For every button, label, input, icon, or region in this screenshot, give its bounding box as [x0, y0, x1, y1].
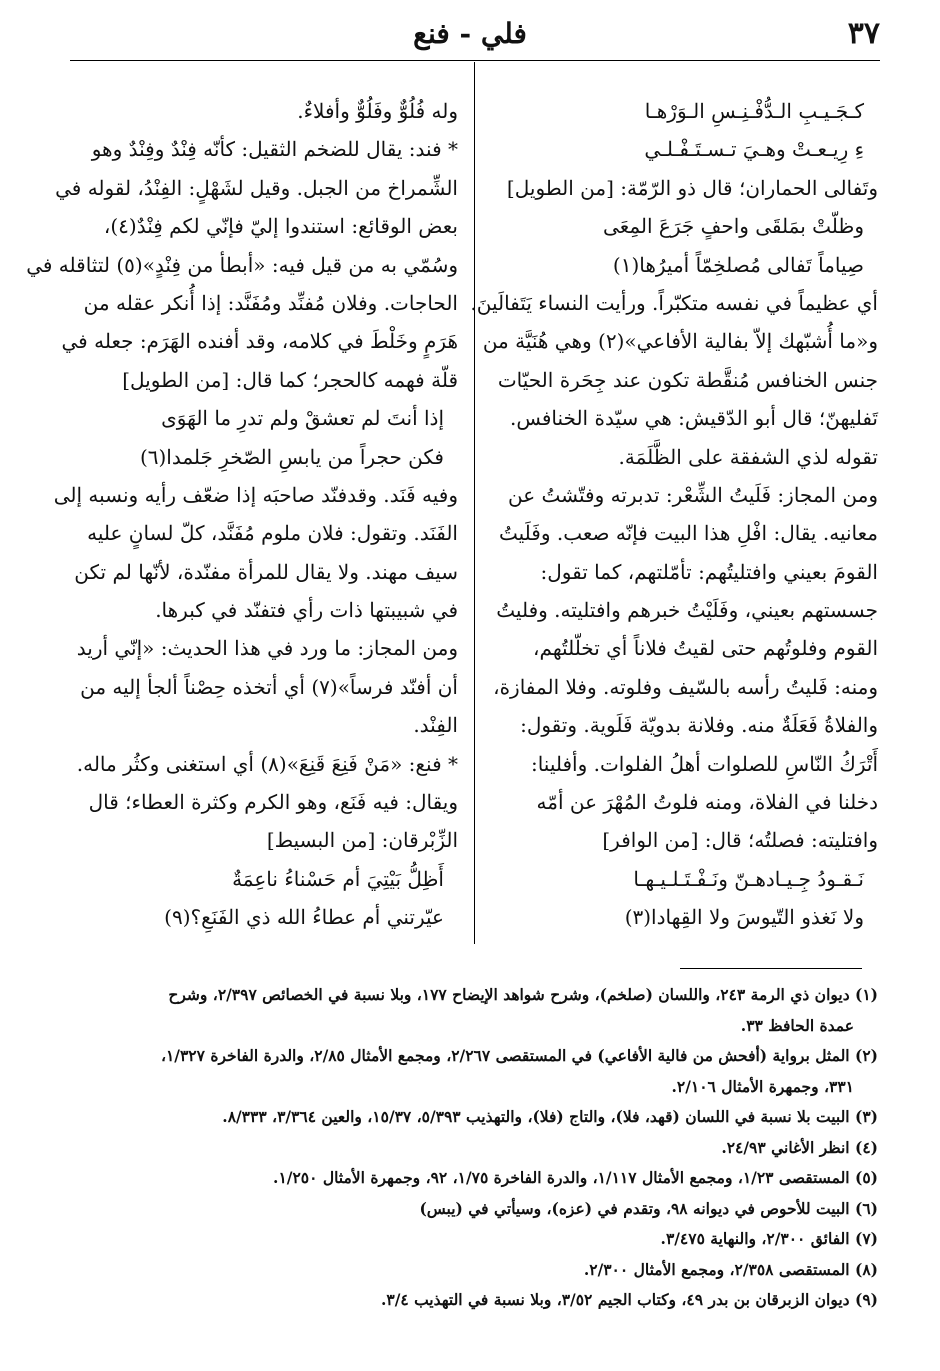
- running-title: فلي - فنع: [413, 17, 527, 50]
- text-line: الشِّمراخ من الجبل. وقيل لشَهْلٍ: الفِنْدُ، لقوله في: [55, 175, 458, 200]
- text-line: الحاجات. وفلان مُفنِّد ومُفَنَّد: إذا أُنكر عقله من: [83, 290, 458, 315]
- verse-line: فكن حجراً من يابسِ الصّخرِ جَلمدا(٦): [139, 444, 444, 469]
- right-column: [470, 92, 878, 937]
- text-line: وافتليته: فصلتُه؛ قال: [من الوافر]: [602, 828, 878, 853]
- footnote: (٣) البيت بلا نسبة في اللسان (قهد، فلا)، والتاج (فلا)، والتهذيب ٥/٣٩٣، ١٥/٣٧، والعين ٣/٣٦٤، ٨/٣٣٣.: [222, 1107, 878, 1126]
- verse-line: نَـقـودُ جِـيـادهـنّ ونَـفْـتَـلـيـهـا: [633, 866, 864, 891]
- footnotes: [72, 980, 878, 1316]
- footnote-rule: [680, 968, 862, 969]
- text-line: القوم وفلوتُهم حتى لقيتُ فلاناً أي تخلّلتُهم،: [533, 636, 878, 661]
- text-line: هَرَمٍ وخَلْطَ في كلامه، وقد أفنده الهَرَم: جعله في: [61, 329, 458, 354]
- text-line: وفيه فَنَد. وقدفنّد صاحبَه إذا ضعّف رأيه ونسبه إلى: [53, 482, 458, 507]
- text-line: وسُمّي به من قيل فيه: «أبطأ من فِنْدٍ»(٥) لتثاقله في: [26, 252, 458, 277]
- text-line: ومنه: فَليتُ رأسه بالسّيف وفلوته. وفلا المفازة،: [493, 674, 878, 699]
- page-number: ٣٧: [847, 16, 880, 51]
- footnote: (٤) انظر الأغاني ٢٤/٩٣.: [721, 1137, 878, 1157]
- text-line: أَتْرَكُ النّاسِ للصلوات أهلُ الفلوات. وأفلينا:: [530, 751, 878, 776]
- text-line: سيف مهند. ولا يقال للمرأة مفنّدة، لأنّها لم تكن: [74, 559, 458, 584]
- text-line: تَفليهنّ؛ قال أبو الدّقيش: هي سيّدة الخنافس.: [510, 406, 878, 431]
- verse-line: كـجَـيـبِ الـدُّفْـنِـسِ الـوَرْهـا: [644, 99, 864, 123]
- text-line: قلّة فهمه كالحجر؛ كما قال: [من الطويل]: [122, 367, 458, 392]
- text-line: أن أفنّد فرساً»(٧) أي أتخذه حِصْناً ألجأ إليه من: [80, 674, 458, 699]
- text-line: أي عظيماً في نفسه متكبّراً. ورأيت النساء يَتَفالَينَ.: [470, 290, 878, 315]
- entry-line: * فنع: «مَنْ فَنِعَ قَنِعَ»(٨) أي استغنى وكثُر ماله.: [76, 751, 458, 776]
- verse-line: أَظِلُّ بَيْتِيَ أم حَسْناءُ ناعِمَةٌ: [232, 866, 444, 891]
- footnote: (٦) البيت للأحوص في ديوانه ٩٨، وتقدم في (عزه)، وسيأتي في (يبس): [419, 1198, 878, 1218]
- footnote: (٥) المستقصى ١/٢٣، ومجمع الأمثال ١/١١٧، والدرة الفاخرة ١/٧٥، ٩٢، وجمهرة الأمثال ١/٢٥٠.: [273, 1168, 878, 1187]
- header-rule: [70, 60, 880, 61]
- text-line: والفلاةُ فَعَلَةٌ منه. وفلانة بدويّة فَلَوية. وتقول:: [520, 713, 878, 738]
- verse-line: ولا نَغذو التّيوسَ ولا القِهادا(٣): [624, 905, 864, 930]
- footnote: (٨) المستقصى ٢/٣٥٨، ومجمع الأمثال ٢/٣٠٠.: [583, 1259, 878, 1279]
- page-header: [60, 14, 880, 60]
- text-line: ومن المجاز: ما ورد في هذا الحديث: «إنّي أريد: [76, 636, 458, 661]
- verse-line: إذا أنتَ لم تعشقْ ولم تدرِ ما الهَوَى: [161, 406, 444, 431]
- verse-line: ءِ رِيـعـتْ وهـيَ تـسـتَـفْـلـي: [644, 137, 864, 162]
- column-divider: [474, 62, 475, 944]
- verse-line: عيّرتني أم عطاءُ الله ذي الفَنَعِ؟(٩): [164, 905, 444, 930]
- footnote-continuation: ٣٣١، وجمهرة الأمثال ٢/١٠٦.: [671, 1076, 854, 1096]
- left-column: [26, 92, 458, 937]
- text-line: وتَفالى الحماران؛ قال ذو الرّمّة: [من الطويل]: [506, 175, 878, 200]
- text-line: الفِنْد.: [413, 713, 458, 738]
- text-line: دخلنا في الفلاة، ومنه فلوتُ المُهْرَ عن أمّه: [536, 790, 878, 815]
- text-line: ومن المجاز: فَلَيتُ الشِّعْر: تدبرته وفتّشتُ عن: [508, 482, 878, 507]
- footnote: (٧) الفائق ٢/٣٠٠، والنهاية ٣/٤٧٥.: [660, 1229, 878, 1248]
- text-line: جنس الخنافس مُنقَّطة تكون عند جِحَرة الحيّات: [497, 367, 878, 392]
- entry-line: * فند: يقال للضخم الثقيل: كأنّه فِنْدٌ وفِنْدٌ وهو: [91, 137, 458, 162]
- text-line: في شبيبتها ذات رأي فتفنّد في كبرها.: [155, 598, 458, 623]
- text-line: ويقال: فيه فَنَع، وهو الكرم وكثرة العطاء؛ قال: [88, 790, 458, 815]
- verse-line: وظلّتْ بمَلقَى واحفٍ جَرَعَ المِعَى: [603, 214, 864, 239]
- footnote: (١) ديوان ذي الرمة ٢٤٣، واللسان (صلخم)، وشرح شواهد الإيضاح ١٧٧، وبلا نسبة في الخصائص ٢/٣٩٧، وشرح: [168, 985, 878, 1004]
- verse-line: صِياماً تَفالى مُصلخِمّاً أميرُها(١): [612, 252, 864, 277]
- footnote: (٩) ديوان الزبرقان بن بدر ٤٩، وكتاب الجيم ٣/٥٢، وبلا نسبة في التهذيب ٣/٤.: [380, 1290, 878, 1309]
- text-line: الفَنَد. وتقول: فلان ملوم مُفَنَّد، كلّ لسانٍ عليه: [87, 521, 458, 546]
- text-line: معانيه. يقال: افْلِ هذا البيت فإنّه صعب. وفَلَيتُ: [499, 521, 878, 546]
- text-line: وله فُلُوٌّ وفَلُوٌّ وأفلاءٌ.: [297, 99, 458, 123]
- text-line: جسستهم بعيني، وفَلَيْتُ خبرهم وافتليته. وفليتُ: [496, 598, 878, 623]
- text-line: بعض الوقائع: استندوا إليّ فإنّي لكم فِنْدٌ(٤)،: [103, 214, 458, 239]
- text-line: القومَ بعيني وافتليتُهم: تأمّلتهم، كما تقول:: [540, 559, 878, 584]
- text-line: الزِّبْرقان: [من البسيط]: [266, 828, 458, 853]
- text-line: و«ما أُشبّهك إلاّ بفالية الأفاعي»(٢) وهي هُنَيَّة من: [482, 329, 878, 354]
- text-line: تقوله لذي الشفقة على الظَّلَمَة.: [618, 444, 878, 469]
- footnote-continuation: عمدة الحافظ ٣٣.: [740, 1015, 854, 1035]
- footnote: (٢) المثل برواية (أفحش من فالية الأفاعي) في المستقصى ٢/٢٦٧، ومجمع الأمثال ٢/٨٥، والدرة الفاخرة ١/٣٢٧،: [160, 1046, 878, 1065]
